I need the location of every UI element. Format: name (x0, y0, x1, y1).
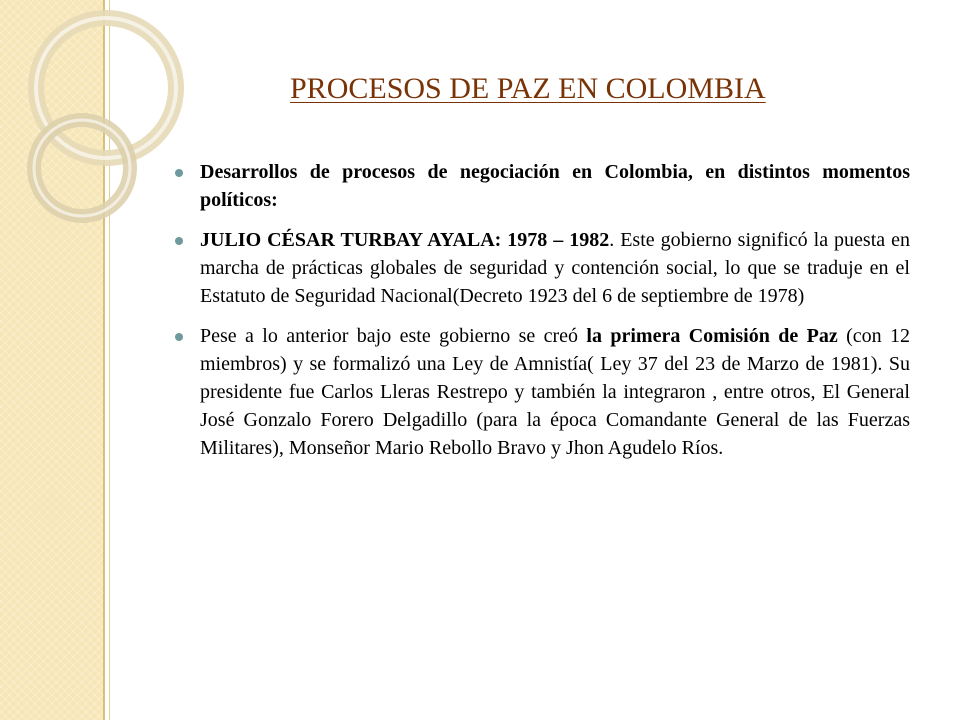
item-bold-lead: JULIO CÉSAR TURBAY AYALA: 1978 – 1982 (200, 229, 610, 251)
item-text: . Este gobierno significó la puesta en marcha de prácticas globales de seguridad y contención social, lo que se traduje en el Estatuto de Seguridad Nacional(Decreto 1923 del 6 de septiembre de 1978) (200, 229, 910, 307)
bullet-dot-icon (175, 333, 183, 341)
item-bold-mid: la primera Comisión de Paz (586, 325, 838, 347)
decorative-rings-graphic (0, 0, 160, 300)
item-text: Desarrollos de procesos de negociación en Colombia, en distintos momentos políticos: (200, 161, 910, 211)
bullet-item-turbay (200, 226, 910, 310)
bullet-list (200, 158, 910, 474)
bullet-item-peace-commission (200, 322, 910, 462)
bullet-item-negotiation (200, 158, 910, 214)
bullet-dot-icon (175, 237, 183, 245)
bullet-dot-icon (175, 169, 183, 177)
slide-title: PROCESOS DE PAZ EN COLOMBIA (290, 72, 766, 105)
item-text-after: (con 12 miembros) y se formalizó una Ley de Amnistía( Ley 37 del 23 de Marzo de 1981). Su presidente fue Carlos Lleras Restrepo y también la integraron , entre otros, El General José Gonzalo Forero Delgadillo (para la época Comandante General de las Fuerzas Militares), Monseñor Mario Rebollo Bravo y Jhon Agudelo Ríos. (200, 325, 911, 459)
item-text-before: Pese a lo anterior bajo este gobierno se creó (200, 325, 587, 347)
